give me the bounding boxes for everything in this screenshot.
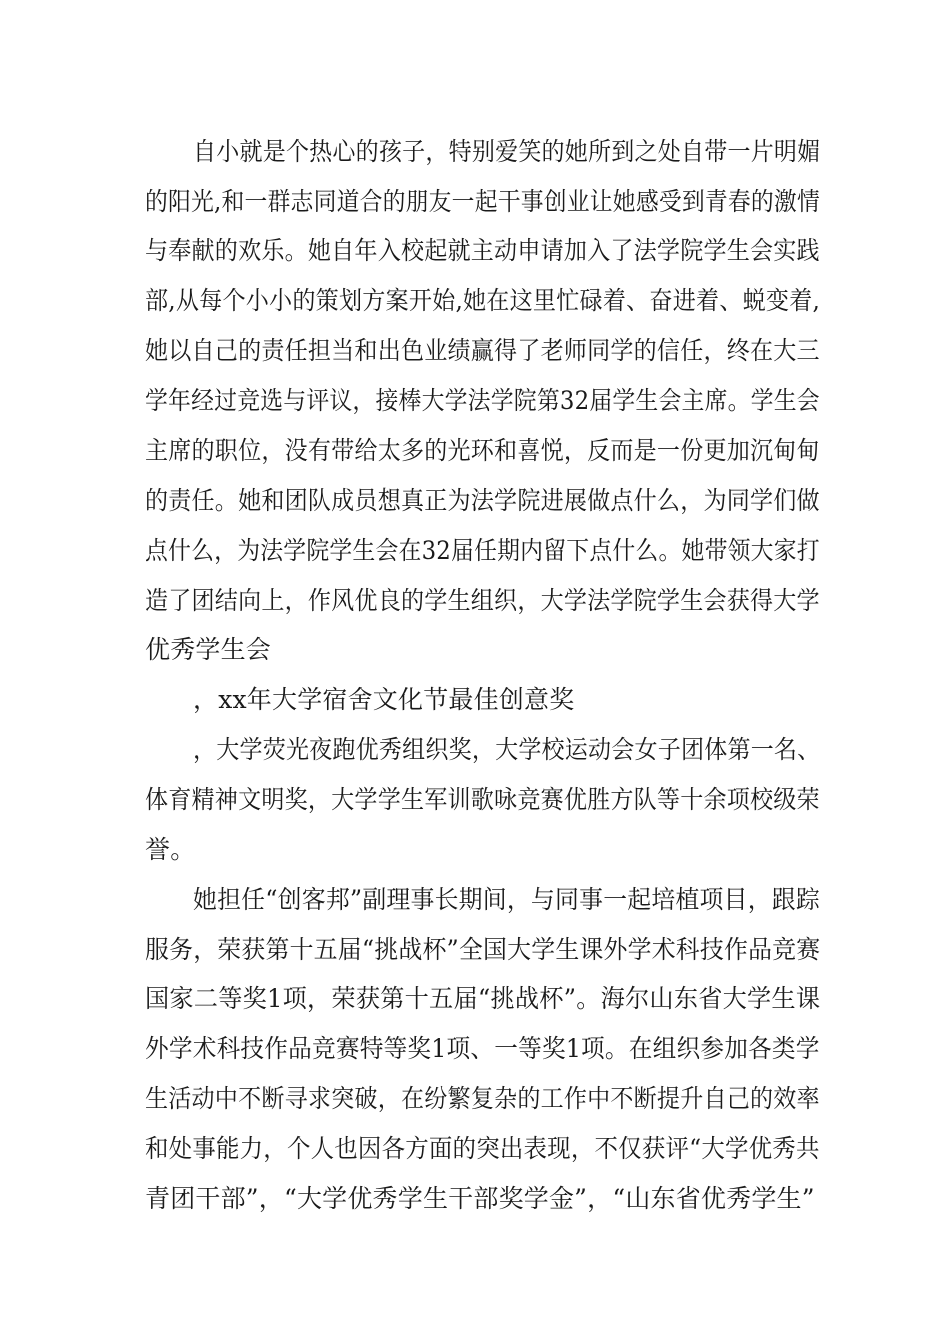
- text-line: 优秀学生会: [145, 635, 272, 664]
- text-line: 的责任。她和团队成员想真正为法学院进展做点什么，为同学们做: [145, 486, 820, 515]
- text-line: 体育精神文明奖，大学学生军训歌咏竞赛优胜方队等十余项校级荣: [145, 785, 820, 814]
- text-line: 外学术科技作品竞赛特等奖1项、一等奖1项。在组织参加各类学: [145, 1034, 820, 1063]
- text-line: 国家二等奖1项，荣获第十五届“挑战杯”。海尔山东省大学生课: [145, 984, 821, 1013]
- text-line: ，大学荧光夜跑优秀组织奖，大学校运动会女子团体第一名、: [193, 735, 821, 764]
- text-line: 与奉献的欢乐。她自年入校起就主动申请加入了法学院学生会实践: [145, 236, 820, 265]
- text-line: 服务，荣获第十五届“挑战杯”全国大学生课外学术科技作品竞赛: [145, 935, 821, 964]
- text-line: 部,从每个小小的策划方案开始,她在这里忙碌着、奋进着、蜕变着,: [145, 286, 821, 315]
- text-line: 和处事能力，个人也因各方面的突出表现，不仅获评“大学优秀共: [145, 1134, 820, 1163]
- text-line: 的阳光,和一群志同道合的朋友一起干事创业让她感受到青春的激情: [145, 187, 820, 216]
- text-line: 学年经过竞选与评议，接棒大学法学院第32届学生会主席。学生会: [145, 386, 820, 415]
- text-line: 点什么，为法学院学生会在32届任期内留下点什么。她带领大家打: [145, 536, 820, 565]
- text-line: 自小就是个热心的孩子，特别爱笑的她所到之处自带一片明媚: [193, 137, 821, 166]
- text-line: 她担任“创客邦”副理事长期间，与同事一起培植项目，跟踪: [193, 885, 820, 914]
- text-line: 青团干部”，“大学优秀学生干部奖学金”，“山东省优秀学生”: [145, 1184, 815, 1213]
- text-line: 主席的职位，没有带给太多的光环和喜悦，反而是一份更加沉甸甸: [145, 436, 820, 465]
- text-line: 她以自己的责任担当和出色业绩赢得了老师同学的信任，终在大三: [145, 336, 820, 365]
- text-line: 誉。: [145, 835, 196, 864]
- text-line: ，xx年大学宿舍文化节最佳创意奖: [193, 685, 575, 714]
- text-line: 造了团结向上，作风优良的学生组织，大学法学院学生会获得大学: [145, 586, 820, 615]
- text-line: 生活动中不断寻求突破，在纷繁复杂的工作中不断提升自己的效率: [145, 1084, 820, 1113]
